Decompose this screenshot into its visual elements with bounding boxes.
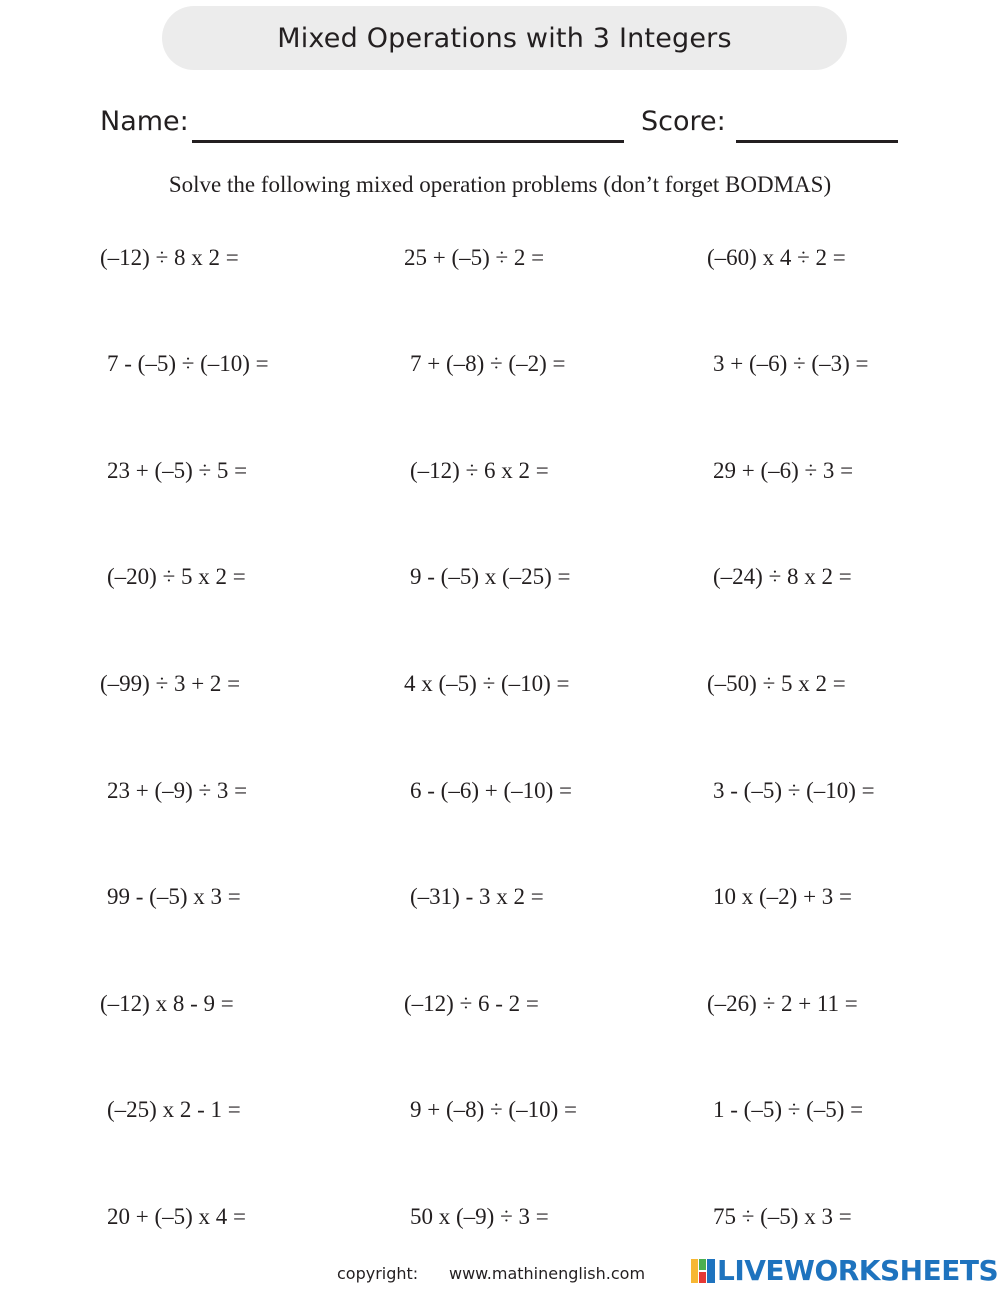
liveworksheets-logo xyxy=(691,1254,998,1287)
problem-r2-c2: 7 + (–8) ÷ (–2) = xyxy=(410,351,566,376)
title-banner xyxy=(162,6,847,70)
problem-r5-c2: 4 x (–5) ÷ (–10) = xyxy=(404,671,570,696)
problem-r8-c1: (–12) x 8 - 9 = xyxy=(100,991,234,1016)
score-answer-line[interactable] xyxy=(736,140,898,143)
problem-r4-c2: 9 - (–5) x (–25) = xyxy=(410,564,571,589)
score-label: Score: xyxy=(641,106,726,137)
problem-r2-c1: 7 - (–5) ÷ (–10) = xyxy=(107,351,269,376)
problem-r1-c2: 25 + (–5) ÷ 2 = xyxy=(404,245,545,270)
problem-r2-c3: 3 + (–6) ÷ (–3) = xyxy=(713,351,869,376)
problem-r4-c1: (–20) ÷ 5 x 2 = xyxy=(107,564,246,589)
problem-r5-c1: (–99) ÷ 3 + 2 = xyxy=(100,671,241,696)
problem-r3-c3: 29 + (–6) ÷ 3 = xyxy=(713,458,854,483)
problem-r8-c3: (–26) ÷ 2 + 11 = xyxy=(707,991,858,1016)
problem-r9-c2: 9 + (–8) ÷ (–10) = xyxy=(410,1097,577,1122)
problem-r3-c2: (–12) ÷ 6 x 2 = xyxy=(410,458,549,483)
liveworksheets-logo-icon xyxy=(691,1259,715,1283)
problem-r7-c2: (–31) - 3 x 2 = xyxy=(410,884,544,909)
problem-r8-c2: (–12) ÷ 6 - 2 = xyxy=(404,991,539,1016)
problem-r5-c3: (–50) ÷ 5 x 2 = xyxy=(707,671,846,696)
problem-r3-c1: 23 + (–5) ÷ 5 = xyxy=(107,458,248,483)
instructions: Solve the following mixed operation problems (don’t forget BODMAS) xyxy=(168,172,832,197)
problem-r1-c1: (–12) ÷ 8 x 2 = xyxy=(100,245,239,270)
problem-r9-c3: 1 - (–5) ÷ (–5) = xyxy=(713,1097,864,1122)
name-label: Name: xyxy=(100,106,189,137)
problem-r10-c1: 20 + (–5) x 4 = xyxy=(107,1204,247,1229)
problem-r7-c3: 10 x (–2) + 3 = xyxy=(713,884,853,909)
problem-r9-c1: (–25) x 2 - 1 = xyxy=(107,1097,241,1122)
copyright-url: www.mathinenglish.com xyxy=(449,1264,646,1283)
page-title: Mixed Operations with 3 Integers xyxy=(277,22,732,54)
problem-r6-c2: 6 - (–6) + (–10) = xyxy=(410,778,572,803)
problem-r6-c1: 23 + (–9) ÷ 3 = xyxy=(107,778,248,803)
liveworksheets-brand: LIVEWORKSHEETS xyxy=(717,1254,999,1287)
copyright-label: copyright: xyxy=(337,1264,419,1283)
problem-r1-c3: (–60) x 4 ÷ 2 = xyxy=(707,245,846,270)
problem-r6-c3: 3 - (–5) ÷ (–10) = xyxy=(713,778,875,803)
problem-r4-c3: (–24) ÷ 8 x 2 = xyxy=(713,564,852,589)
problem-r10-c2: 50 x (–9) ÷ 3 = xyxy=(410,1204,549,1229)
problem-r10-c3: 75 ÷ (–5) x 3 = xyxy=(713,1204,852,1229)
name-score-row xyxy=(100,106,920,146)
problem-r7-c1: 99 - (–5) x 3 = xyxy=(107,884,241,909)
name-answer-line[interactable] xyxy=(192,140,624,143)
